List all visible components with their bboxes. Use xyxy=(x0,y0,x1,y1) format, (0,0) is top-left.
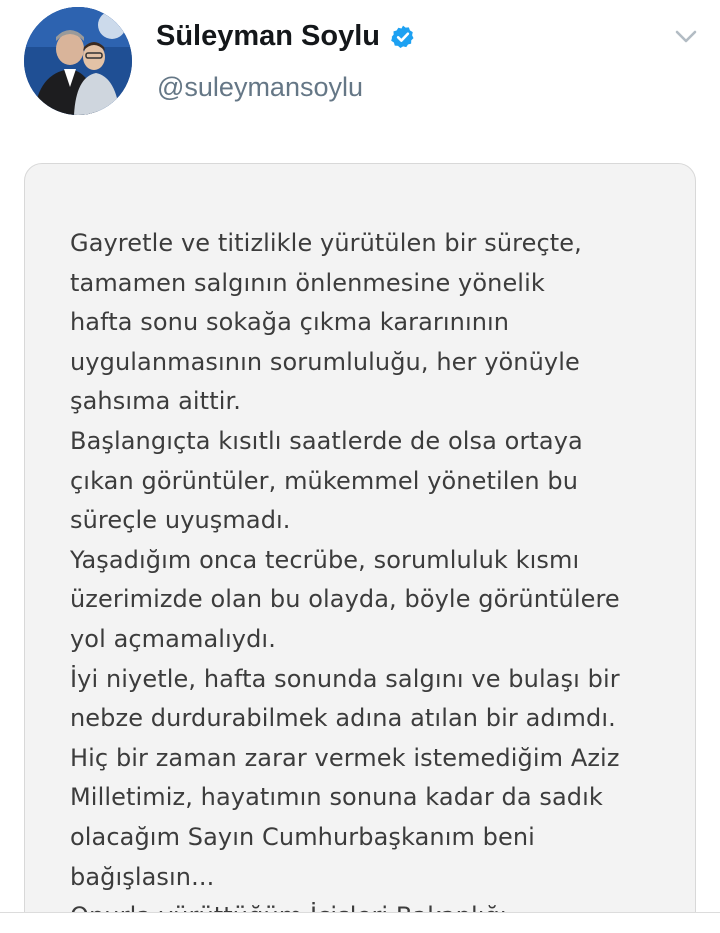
display-name[interactable]: Süleyman Soylu xyxy=(156,20,381,52)
note-line: çıkan görüntüler, mükemmel yönetilen bu xyxy=(70,466,579,495)
note-line: tamamen salgının önlenmesine yönelik xyxy=(70,268,545,297)
profile-photo xyxy=(24,7,132,115)
bottom-strip xyxy=(0,913,720,933)
note-line: şahsıma aittir. xyxy=(70,387,241,416)
note-line: Hiç bir zaman zarar vermek istemediğim Aziz xyxy=(70,743,620,772)
handle[interactable]: @suleymansoylu xyxy=(157,72,363,102)
verified-badge-icon xyxy=(390,24,416,50)
note-line: üzerimizde olan bu olayda, böyle görüntülere xyxy=(70,585,620,614)
note-line: olacağım Sayın Cumhurbaşkanım beni xyxy=(70,822,535,851)
note-image[interactable] xyxy=(24,163,696,933)
note-line: bağışlasın... xyxy=(70,862,215,891)
note-text xyxy=(70,224,680,933)
display-name-row[interactable] xyxy=(156,20,416,53)
note-line: Yaşadığım onca tecrübe, sorumluluk kısmı xyxy=(70,545,580,574)
note-line: Gayretle ve titizlikle yürütülen bir süreçte, xyxy=(70,229,582,257)
avatar[interactable] xyxy=(24,7,132,115)
note-line: yol açmamalıydı. xyxy=(70,624,276,653)
note-line: uygulanmasının sorumluluğu, her yönüyle xyxy=(70,347,580,376)
note-line: hafta sonu sokağa çıkma kararınının xyxy=(70,308,510,337)
note-line: Milletimiz, hayatımın sonuna kadar da sadık xyxy=(70,783,603,812)
note-line: Başlangıçta kısıtlı saatlerde de olsa ortaya xyxy=(70,426,583,455)
chevron-down-icon[interactable] xyxy=(672,22,700,50)
note-line: nebze durdurabilmek adına atılan bir adımdı. xyxy=(70,704,616,733)
note-line: süreçle uyuşmadı. xyxy=(70,506,291,535)
note-line: İyi niyetle, hafta sonunda salgını ve bulaşı bir xyxy=(70,664,620,693)
